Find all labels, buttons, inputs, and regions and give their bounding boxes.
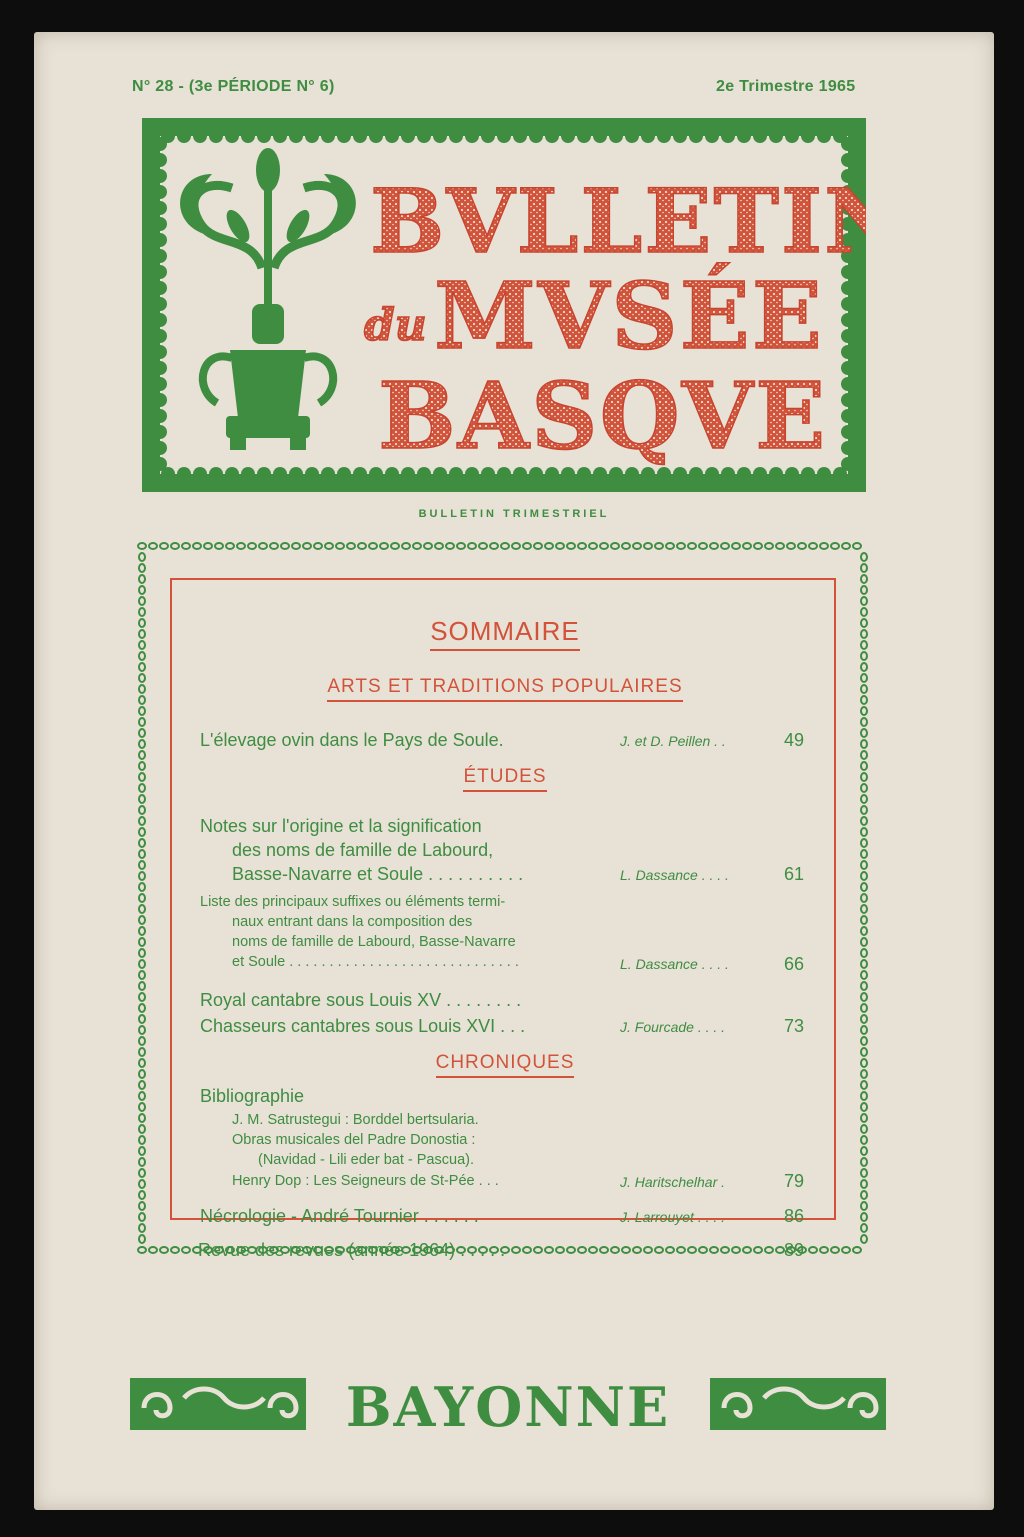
section-etudes-heading: ÉTUDES — [172, 766, 838, 792]
issue-quarter: 2e Trimestre 1965 — [716, 78, 856, 95]
masthead-line2-small: du — [364, 300, 427, 351]
entry-notes-line3: Basse-Navarre et Soule . . . . . . . . . . — [232, 864, 524, 884]
entry-liste-page: 66 — [783, 954, 804, 974]
entry-necro-author: J. Larrouyet . . . . — [620, 1209, 726, 1225]
bulletin-subtitle: BULLETIN TRIMESTRIEL — [418, 508, 610, 520]
masthead-frame — [142, 118, 866, 492]
entry-liste-line3: noms de famille de Labourd, Basse-Navarre — [232, 934, 516, 950]
masthead-line1: BVLLETIN — [370, 169, 866, 273]
masthead-line2: MVSÉE — [434, 262, 824, 370]
footer-city: BAYONNE — [345, 1375, 671, 1438]
entry-elevage-title: L'élevage ovin dans le Pays de Soule. — [200, 730, 504, 750]
entry-notes-author: L. Dassance . . . . — [620, 867, 729, 883]
sommaire-title: SOMMAIRE — [172, 616, 838, 651]
entry-chasseurs-title: Chasseurs cantabres sous Louis XVI . . . — [200, 1016, 526, 1036]
entry-biblio-title: Bibliographie — [200, 1086, 305, 1106]
scroll-ornament-left-icon — [130, 1378, 306, 1430]
entry-biblio-author: J. Haritschelhar . — [620, 1174, 726, 1190]
entry-biblio-page: 79 — [783, 1171, 804, 1191]
entry-biblio-line3: (Navidad - Lili eder bat - Pascua). — [258, 1152, 474, 1168]
entry-liste-author: L. Dassance . . . . — [620, 956, 729, 972]
entry-elevage-author: J. et D. Peillen . . — [620, 733, 726, 749]
entry-biblio-line2: Obras musicales del Padre Donostia : — [232, 1132, 476, 1148]
entry-liste-line4: et Soule . . . . . . . . . . . . . . . . . . . . . . . . . . . . . — [232, 954, 519, 970]
entry-necro-title: Nécrologie - André Tournier . . . . . . — [200, 1206, 479, 1226]
section-chroniques-heading: CHRONIQUES — [172, 1052, 838, 1078]
entry-revue-title: Revue des revues (année 1964) . . . . . — [198, 1240, 506, 1260]
entry-liste-line1: Liste des principaux suffixes ou éléments termi- — [200, 894, 506, 910]
entry-chasseurs-author: J. Fourcade . . . . — [620, 1019, 726, 1035]
bulletin-cover — [34, 32, 994, 1510]
entry-necro-page: 86 — [783, 1206, 804, 1226]
entry-biblio-line4: Henry Dop : Les Seigneurs de St-Pée . . . — [232, 1173, 499, 1189]
contents-box — [170, 578, 836, 1226]
entry-revue-page: 89 — [783, 1240, 804, 1260]
issue-number: N° 28 - (3e PÉRIODE N° 6) — [132, 78, 335, 95]
entry-elevage-page: 49 — [783, 730, 804, 750]
footer-ornament — [34, 1368, 994, 1438]
entry-liste-line2: naux entrant dans la composition des — [232, 914, 473, 930]
entry-notes-page: 61 — [783, 864, 804, 884]
section-arts-heading: ARTS ET TRADITIONS POPULAIRES — [172, 676, 838, 702]
entry-royal-title: Royal cantabre sous Louis XV . . . . . . . . — [200, 990, 522, 1010]
scroll-ornament-right-icon — [710, 1378, 886, 1430]
entry-chasseurs-page: 73 — [783, 1016, 804, 1036]
entry-biblio-line1: J. M. Satrustegui : Borddel bertsularia. — [232, 1112, 479, 1128]
entry-notes-line1: Notes sur l'origine et la signification — [200, 816, 482, 836]
masthead-banner — [142, 118, 866, 492]
masthead-line3: BASQVE — [378, 362, 828, 470]
entry-notes-line2: des noms de famille de Labourd, — [232, 840, 494, 860]
